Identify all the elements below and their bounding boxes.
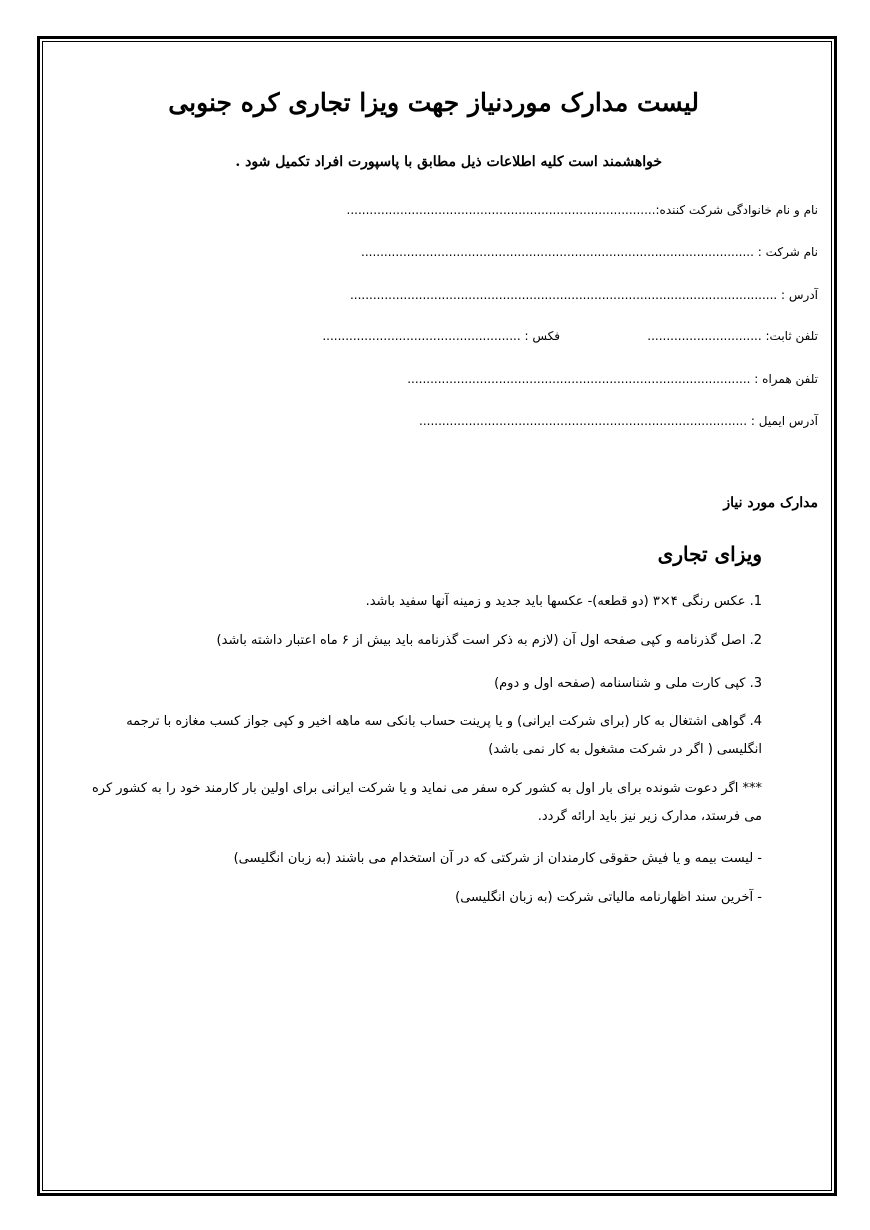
- extra-document-tax: - آخرین سند اظهارنامه مالیاتی شرکت (به زبان انگلیسی): [455, 890, 762, 905]
- fax-field[interactable]: فکس : ....................................................: [322, 329, 560, 343]
- company-field[interactable]: نام شرکت : .......................................................................................................: [361, 245, 818, 259]
- full-name-field[interactable]: نام و نام خانوادگی شرکت کننده:.................................................................................: [346, 203, 818, 217]
- document-item-3: 3. کپی کارت ملی و شناسنامه (صفحه اول و دوم): [494, 676, 762, 691]
- mobile-field[interactable]: تلفن همراه : ..........................................................................................: [407, 372, 818, 386]
- document-item-1: 1. عکس رنگی ۴×۳ (دو قطعه)- عکسها باید جدید و زمینه آنها سفید باشد.: [365, 594, 762, 609]
- document-item-4: 4. گواهی اشتغال به کار (برای شرکت ایرانی) و یا پرینت حساب بانکی سه ماهه اخیر و کپی جواز کسب مغازه با ترجمه انگلیسی ( اگر در شرکت مشغول به کار نمی باشد): [126, 714, 762, 757]
- form-instruction: خواهشمند است کلیه اطلاعات ذیل مطابق با پاسپورت افراد تکمیل شود .: [235, 154, 662, 170]
- landline-field[interactable]: تلفن ثابت: ..............................: [647, 329, 818, 343]
- document-item-2: 2. اصل گذرنامه و کپی صفحه اول آن (لازم به ذکر است گذرنامه باید بیش از ۶ ماه اعتبار داشته باشد): [216, 633, 762, 648]
- address-field[interactable]: آدرس : ................................................................................................................: [349, 288, 818, 302]
- required-documents-heading: مدارک مورد نیاز: [723, 495, 818, 511]
- first-visit-note: *** اگر دعوت شونده برای بار اول به کشور کره سفر می نماید و یا شرکت ایرانی برای اولین بار کارمند خود را به کشور کره می فرستد، مدارک زیر نیز باید ارائه گردد.: [92, 781, 762, 824]
- page-title: لیست مدارک موردنیاز جهت ویزا تجاری کره جنوبی: [168, 88, 699, 117]
- business-visa-heading: ویزای تجاری: [657, 542, 762, 566]
- extra-document-insurance: - لیست بیمه و یا فیش حقوقی کارمندان از شرکتی که در آن استخدام می باشند (به زبان انگلیسی): [233, 851, 762, 866]
- email-field[interactable]: آدرس ایمیل : ......................................................................................: [419, 414, 818, 428]
